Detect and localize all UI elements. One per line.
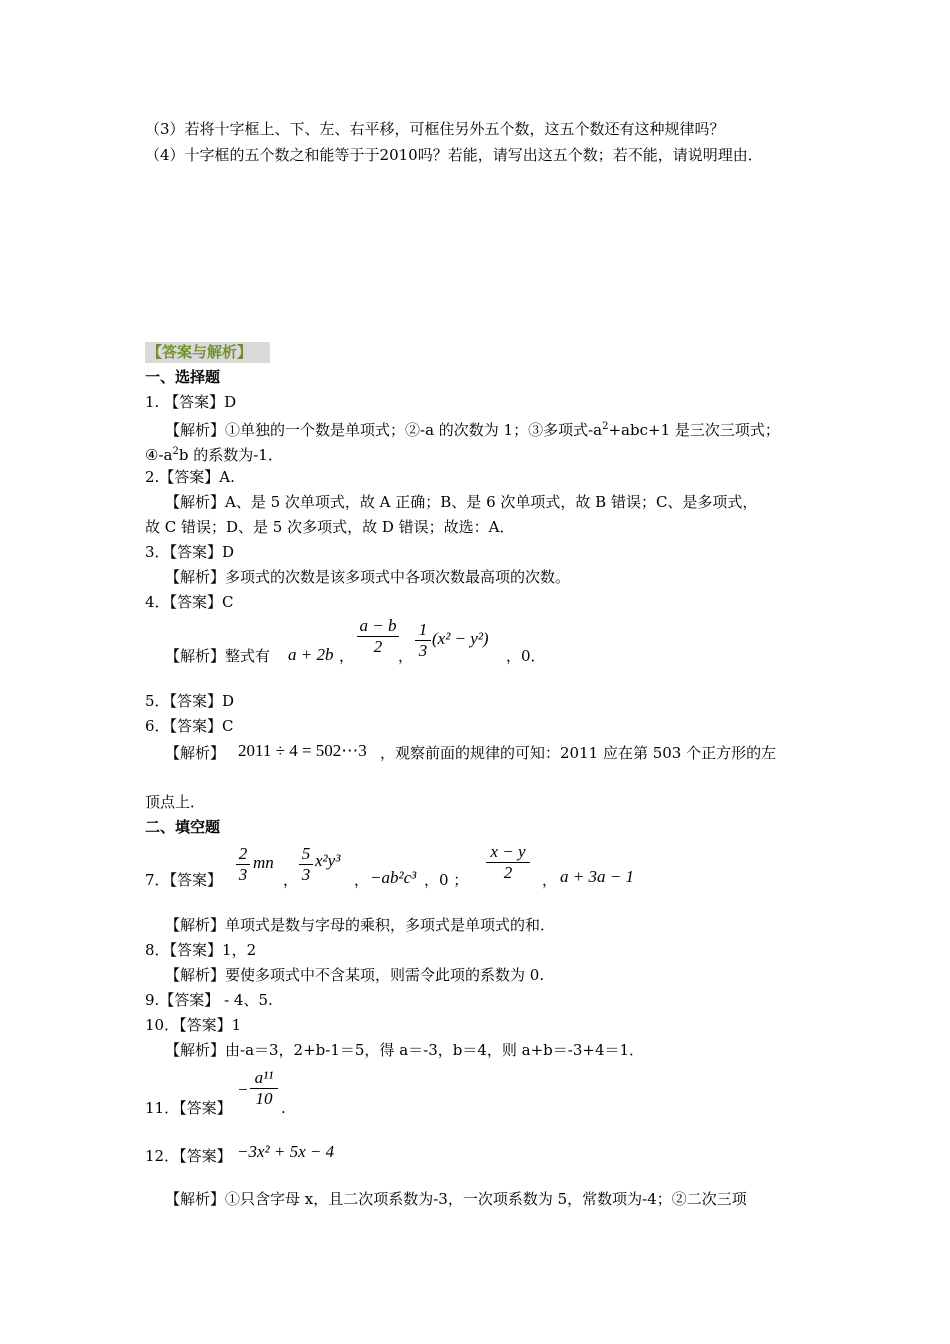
section-fill-blank: 二、填空题: [145, 818, 221, 836]
explanation-1b: [145, 442, 283, 465]
answer-10: 10．【答案】1: [145, 1016, 242, 1034]
explanation-4-fraction2-tail: (x² − y²): [432, 629, 489, 648]
answer-7-fraction2: [299, 844, 313, 885]
answer-9: 9.【答案】 - 4、5.: [145, 991, 273, 1009]
question-3: （3）若将十字框上、下、左、右平移，可框住另外五个数，这五个数还有这种规律吗？: [145, 120, 725, 138]
answer-7-sep1: ，: [283, 871, 299, 889]
answer-7-f1-tail: mn: [253, 853, 274, 872]
explanation-1a-tail: +abc+1 是三次三项式；: [608, 421, 780, 439]
answer-7-sep2: ，: [354, 871, 370, 889]
explanation-4-end: ，0．: [506, 647, 546, 665]
answer-7-f1-den: 3: [236, 864, 250, 885]
explanation-1b-text: ④-a: [145, 446, 173, 464]
explanation-6b: 顶点上．: [145, 793, 206, 811]
answer-5: 5．【答案】D: [145, 692, 235, 710]
answer-7-f1-num: 2: [238, 844, 248, 863]
fraction2-denominator: 3: [415, 640, 431, 661]
answer-7-f4-num: x − y: [490, 842, 526, 861]
answer-7-f2-den: 3: [299, 864, 313, 885]
answer-7-term5: a + 3a − 1: [560, 867, 634, 886]
explanation-10: 【解析】由-a＝3，2+b-1＝5，得 a＝-3，b＝4，则 a+b＝-3+4＝1．: [165, 1041, 645, 1059]
section-multiple-choice: 一、选择题: [145, 368, 221, 386]
answer-7-term3: −ab²c³: [370, 868, 417, 887]
explanation-1a-sup: 2: [602, 421, 609, 432]
explanation-1b-sup: 2: [172, 446, 179, 457]
explanation-2a: 【解析】A、是 5 次单项式，故 A 正确；B、是 6 次单项式，故 B 错误；C、是多项式，: [165, 493, 758, 511]
explanation-7: 【解析】单项式是数与字母的乘积，多项式是单项式的和．: [165, 916, 556, 934]
answer-7-f2-tail: x²y³: [315, 851, 341, 870]
explanation-4-sep1: ，: [339, 647, 355, 665]
explanation-4-sep2: ，: [398, 647, 414, 665]
answer-11-prefix: 11．【答案】: [145, 1099, 232, 1117]
fraction1-denominator: 2: [357, 636, 399, 657]
explanation-12: 【解析】①只含字母 x，且二次项系数为-3，一次项系数为 5，常数项为-4；②二次三项: [165, 1190, 747, 1208]
explanation-2b: 故 C 错误；D、是 5 次多项式，故 D 错误；故选：A．: [145, 518, 515, 536]
explanation-4-fraction1: [357, 616, 399, 657]
answer-11-minus: −: [238, 1080, 248, 1099]
answer-11-fraction: [250, 1068, 278, 1109]
answer-11-period: .: [281, 1099, 286, 1117]
answer-7-fraction4: [486, 842, 530, 883]
explanation-6-prefix: 【解析】: [165, 744, 226, 762]
explanation-8: 【解析】要使多项式中不含某项，则需令此项的系数为 0.: [165, 966, 545, 984]
explanation-4-fraction2: [415, 620, 431, 661]
explanation-1b-tail: b 的系数为-1．: [178, 446, 283, 464]
answer-6: 6．【答案】C: [145, 717, 234, 735]
explanation-4-term1: a + 2b: [288, 645, 334, 664]
answer-11-num: a¹¹: [254, 1068, 274, 1087]
fraction1-numerator: a − b: [359, 616, 397, 635]
explanation-1a-text: 【解析】①单独的一个数是单项式；②-a 的次数为 1；③多项式-a: [165, 421, 603, 439]
answer-8: 8．【答案】1，2: [145, 941, 257, 959]
fraction2-numerator: 1: [418, 620, 428, 639]
explanation-6-math: 2011 ÷ 4 = 502⋯3: [238, 741, 367, 760]
explanation-4-prefix: 【解析】整式有: [165, 647, 271, 665]
explanation-3: 【解析】多项式的次数是该多项式中各项次数最高项的次数。: [165, 568, 571, 586]
answer-7-prefix: 7．【答案】: [145, 871, 223, 889]
answer-7-f2-num: 5: [301, 844, 311, 863]
answer-3: 3．【答案】D: [145, 543, 235, 561]
answer-12-prefix: 12．【答案】: [145, 1147, 232, 1165]
answer-11-den: 10: [250, 1088, 278, 1109]
explanation-6-tail: ，观察前面的规律的可知：2011 应在第 503 个正方形的左: [380, 744, 777, 762]
explanation-1a: [165, 417, 780, 440]
answer-7-f4-den: 2: [486, 862, 530, 883]
answer-2: 2.【答案】A.: [145, 468, 235, 486]
answer-4: 4．【答案】C: [145, 593, 234, 611]
answer-12-math: −3x² + 5x − 4: [237, 1142, 335, 1161]
answer-7-zero: ，0 ；: [424, 871, 469, 889]
answer-7-sep3: ，: [542, 871, 558, 889]
answer-7-fraction1: [236, 844, 250, 885]
answers-header: 【答案与解析】: [147, 343, 253, 361]
question-4: （4）十字框的五个数之和能等于于2010吗？若能，请写出这五个数；若不能，请说明理由．: [145, 146, 763, 164]
answer-1: 1. 【答案】D: [145, 393, 237, 411]
